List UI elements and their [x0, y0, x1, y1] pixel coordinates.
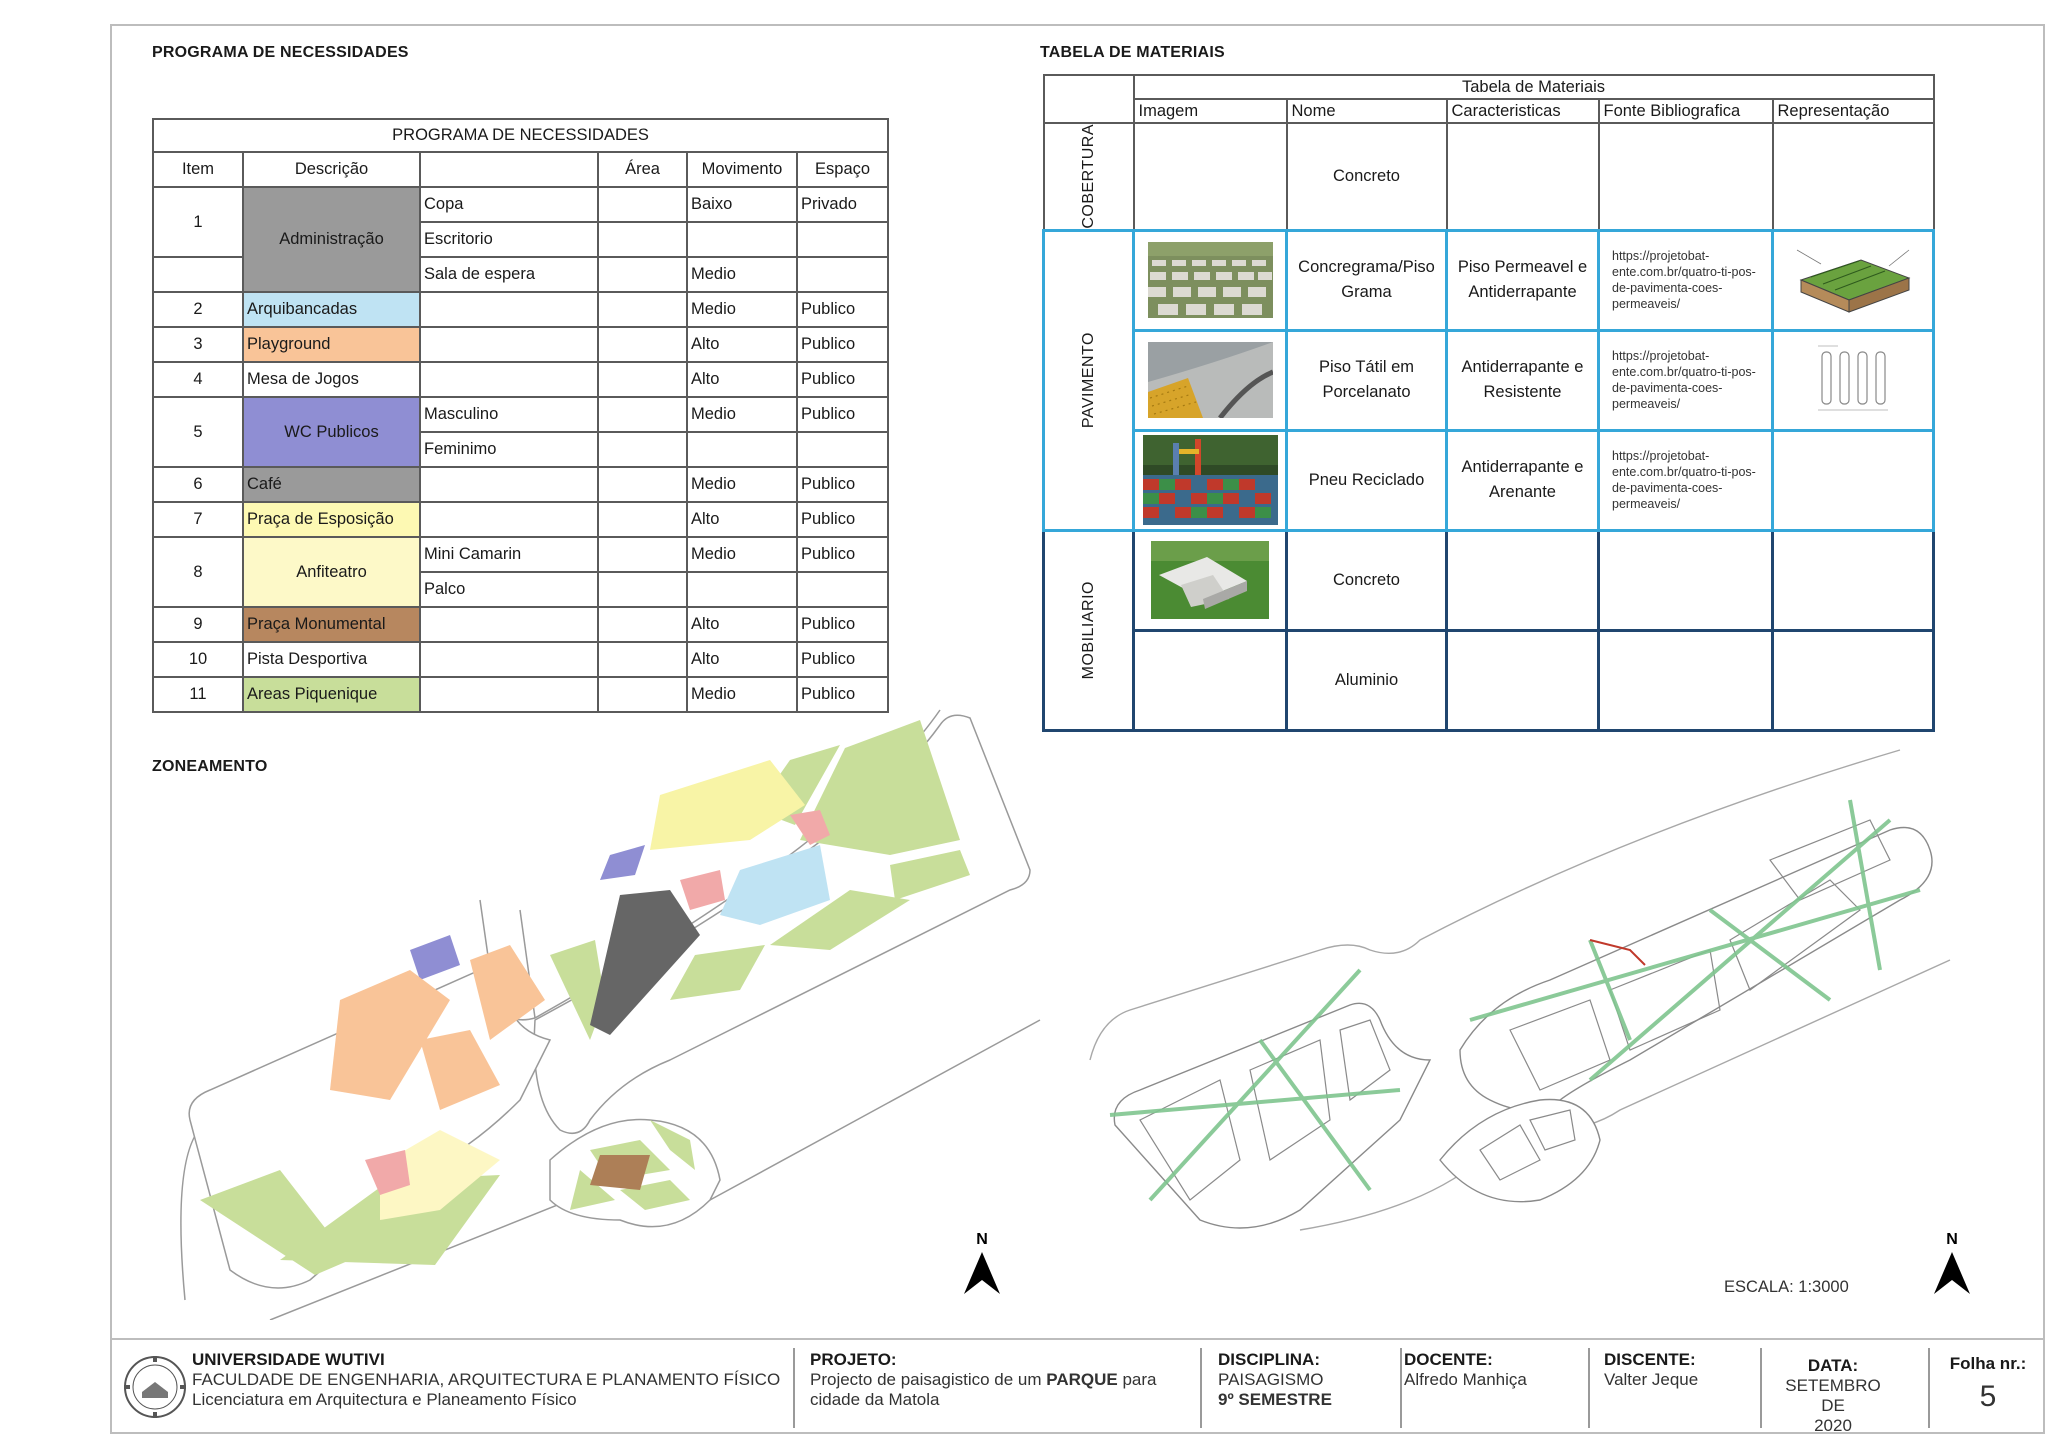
title-block [110, 1338, 2045, 1434]
sub-cell: Copa [420, 187, 598, 222]
image-cell [1134, 330, 1287, 430]
col-item: Item [153, 152, 243, 187]
col-espaco: Espaço [797, 152, 888, 187]
nome-cell: Piso Tátil em Porcelanato [1287, 330, 1447, 430]
carac-cell [1447, 123, 1599, 230]
col-caracteristicas: Caracteristicas [1447, 99, 1599, 123]
desc-cell: Administração [243, 187, 420, 292]
carac-cell: Antiderrapante e Arenante [1447, 430, 1599, 530]
area-cell [598, 502, 687, 537]
repr-cell [1773, 123, 1934, 230]
desc-cell: Café [243, 467, 420, 502]
materiais-caption-row [1044, 75, 1934, 99]
sub-cell [420, 607, 598, 642]
item-cell: 1 [153, 187, 243, 257]
north-label: N [1946, 1231, 1958, 1248]
mov-cell: Alto [687, 642, 797, 677]
project-text-line2: cidade da Matola [810, 1390, 940, 1409]
esp-cell: Publico [797, 502, 888, 537]
mov-cell: Medio [687, 677, 797, 712]
desc-cell: Praça de Esposição [243, 502, 420, 537]
esp-cell: Publico [797, 537, 888, 572]
mov-cell [687, 572, 797, 607]
north-label: N [976, 1231, 988, 1248]
col-nome: Nome [1287, 99, 1447, 123]
sub-cell: Masculino [420, 397, 598, 432]
sub-cell: Mini Camarin [420, 537, 598, 572]
programa-caption: PROGRAMA DE NECESSIDADES [153, 119, 888, 152]
area-cell [598, 537, 687, 572]
area-cell [598, 397, 687, 432]
mov-cell: Alto [687, 362, 797, 397]
data-section [1772, 1350, 1894, 1435]
table-row [153, 397, 888, 432]
col-movimento: Movimento [687, 152, 797, 187]
esp-cell [797, 572, 888, 607]
item-cell: 3 [153, 327, 243, 362]
north-arrow-icon [1930, 1230, 1974, 1298]
sub-cell [420, 362, 598, 397]
image-cell [1134, 630, 1287, 730]
item-cell [153, 257, 243, 292]
table-row [153, 187, 888, 222]
zoneamento-map [150, 700, 1050, 1320]
mov-cell: Medio [687, 537, 797, 572]
semester-value: 9º SEMESTRE [1218, 1390, 1332, 1409]
table-row [1044, 530, 1934, 630]
project-section [810, 1350, 1156, 1426]
data-label: DATA: [1807, 1356, 1859, 1375]
tabela-heading: TABELA DE MATERIAIS [1040, 44, 1225, 61]
table-row [153, 327, 888, 362]
zone-pink-2 [680, 870, 725, 910]
repr-cell [1773, 630, 1934, 730]
concregrama-photo [1148, 242, 1273, 318]
repr-cell [1773, 530, 1934, 630]
fonte-cell: https://projetobat-ente.com.br/quatro-ti-pos-de-pavimenta-coes-permeaveis/ [1599, 430, 1773, 530]
materiais-caption: Tabela de Materiais [1134, 75, 1934, 99]
fonte-cell: https://projetobat-ente.com.br/quatro-ti-pos-de-pavimenta-coes-permeaveis/ [1599, 330, 1773, 430]
docente-label: DOCENTE: [1404, 1350, 1493, 1369]
fonte-cell [1599, 123, 1773, 230]
north-arrow-icon [960, 1230, 1004, 1298]
scale-label: ESCALA: 1:3000 [1724, 1278, 1849, 1296]
discente-value: Valter Jeque [1604, 1370, 1699, 1389]
discente-label: DISCENTE: [1604, 1350, 1696, 1369]
discipline-label: DISCIPLINA: [1218, 1350, 1320, 1369]
piso-tatil-photo [1148, 342, 1273, 418]
nome-cell: Concreto [1287, 123, 1447, 230]
project-text-pre: Projecto de paisagistico de um [810, 1370, 1047, 1389]
desc-cell: Pista Desportiva [243, 642, 420, 677]
table-row [153, 502, 888, 537]
group-label-pavimento: PAVIMENTO [1079, 332, 1097, 429]
data-value-2: 2020 [1814, 1416, 1852, 1435]
image-cell [1134, 530, 1287, 630]
mov-cell: Baixo [687, 187, 797, 222]
materiais-table [1042, 74, 1935, 732]
group-label-mobiliario: MOBILIARIO [1079, 580, 1097, 680]
esp-cell: Publico [797, 677, 888, 712]
col-representacao: Representação [1773, 99, 1934, 123]
image-cell [1134, 230, 1287, 330]
col-descricao: Descrição [243, 152, 420, 187]
esp-cell: Publico [797, 362, 888, 397]
project-text-post: para [1117, 1370, 1157, 1389]
programa-header-row [153, 152, 888, 187]
nome-cell: Pneu Reciclado [1287, 430, 1447, 530]
esp-cell: Publico [797, 292, 888, 327]
zone-brown [590, 1155, 650, 1190]
pneu-reciclado-photo [1143, 435, 1278, 525]
docente-value: Alfredo Manhiça [1404, 1370, 1527, 1389]
esp-cell: Publico [797, 607, 888, 642]
mov-cell: Alto [687, 502, 797, 537]
table-row [153, 467, 888, 502]
university-seal-icon [122, 1354, 188, 1420]
desc-cell: Arquibancadas [243, 292, 420, 327]
discente-section [1604, 1350, 1698, 1426]
nome-cell: Aluminio [1287, 630, 1447, 730]
west-block-outline [1114, 1003, 1430, 1228]
desc-cell: Areas Piquenique [243, 677, 420, 712]
separator [1588, 1348, 1590, 1428]
desc-cell: Mesa de Jogos [243, 362, 420, 397]
fonte-cell: https://projetobat-ente.com.br/quatro-ti-pos-de-pavimenta-coes-permeaveis/ [1599, 230, 1773, 330]
tactile-paving-drawing [1808, 340, 1898, 420]
fonte-cell [1599, 530, 1773, 630]
item-cell: 9 [153, 607, 243, 642]
separator [1928, 1348, 1930, 1428]
esp-cell: Publico [797, 642, 888, 677]
image-cell [1134, 123, 1287, 230]
area-cell [598, 187, 687, 222]
col-fonte: Fonte Bibliografica [1599, 99, 1773, 123]
repr-cell [1773, 430, 1934, 530]
south-block-outline [1440, 1100, 1600, 1202]
table-row [153, 607, 888, 642]
esp-cell: Publico [797, 397, 888, 432]
esp-cell: Publico [797, 327, 888, 362]
zone-purple-1 [600, 845, 645, 880]
area-cell [598, 467, 687, 502]
sub-cell [420, 502, 598, 537]
mov-cell [687, 432, 797, 467]
concrete-bench-photo [1151, 541, 1269, 619]
repr-cell [1773, 230, 1934, 330]
carac-cell: Piso Permeavel e Antiderrapante [1447, 230, 1599, 330]
table-row [1044, 330, 1934, 430]
university-name: UNIVERSIDADE WUTIVI [192, 1350, 385, 1369]
area-cell [598, 642, 687, 677]
table-row [1044, 630, 1934, 730]
university-section [192, 1350, 780, 1426]
programa-table [152, 118, 889, 713]
project-label: PROJETO: [810, 1350, 897, 1369]
esp-cell [797, 222, 888, 257]
separator [793, 1348, 795, 1428]
desc-cell: Playground [243, 327, 420, 362]
carac-cell [1447, 630, 1599, 730]
esp-cell [797, 432, 888, 467]
sub-cell: Sala de espera [420, 257, 598, 292]
item-cell: 6 [153, 467, 243, 502]
table-row [153, 362, 888, 397]
permeable-section-drawing [1791, 240, 1916, 320]
mov-cell: Medio [687, 257, 797, 292]
table-row [1044, 123, 1934, 230]
carac-cell [1447, 530, 1599, 630]
zone-purple-2 [410, 935, 460, 980]
faculty-name: FACULDADE DE ENGENHARIA, ARQUITECTURA E PLANAMENTO FÍSICO [192, 1370, 781, 1389]
area-cell [598, 222, 687, 257]
separator [1400, 1348, 1402, 1428]
group-label-cobertura: COBERTURA [1079, 124, 1097, 229]
area-cell [598, 432, 687, 467]
project-text-bold: PARQUE [1046, 1370, 1118, 1389]
item-cell: 7 [153, 502, 243, 537]
mov-cell: Alto [687, 607, 797, 642]
item-cell: 4 [153, 362, 243, 397]
mov-cell: Alto [687, 327, 797, 362]
col-imagem: Imagem [1134, 99, 1287, 123]
area-cell [598, 327, 687, 362]
esp-cell: Privado [797, 187, 888, 222]
area-cell [598, 292, 687, 327]
programa-heading: PROGRAMA DE NECESSIDADES [152, 44, 409, 61]
table-row [153, 642, 888, 677]
image-cell [1134, 430, 1287, 530]
mov-cell: Medio [687, 292, 797, 327]
col-sub [420, 152, 598, 187]
fonte-cell [1599, 630, 1773, 730]
folha-label: Folha nr.: [1949, 1354, 2027, 1373]
caminhos-map [1070, 740, 1970, 1280]
separator [1200, 1348, 1202, 1428]
item-cell: 10 [153, 642, 243, 677]
zoneamento-heading: ZONEAMENTO [152, 758, 268, 775]
sub-cell [420, 642, 598, 677]
carac-cell: Antiderrapante e Resistente [1447, 330, 1599, 430]
data-value-1: SETEMBRO DE [1785, 1376, 1881, 1415]
materiais-header-row [1044, 99, 1934, 123]
discipline-section [1218, 1350, 1332, 1426]
col-area: Área [598, 152, 687, 187]
folha-section [1938, 1350, 2038, 1426]
area-cell [598, 572, 687, 607]
docente-section [1404, 1350, 1527, 1426]
desc-cell: Anfiteatro [243, 537, 420, 607]
item-cell: 5 [153, 397, 243, 467]
course-name: Licenciatura em Arquitectura e Planeamento Físico [192, 1390, 577, 1409]
esp-cell: Publico [797, 467, 888, 502]
sub-cell: Feminimo [420, 432, 598, 467]
table-row [153, 292, 888, 327]
nome-cell: Concreto [1287, 530, 1447, 630]
esp-cell [797, 257, 888, 292]
table-row [1044, 230, 1934, 330]
mov-cell [687, 222, 797, 257]
item-cell: 2 [153, 292, 243, 327]
item-cell: 11 [153, 677, 243, 712]
sub-cell [420, 467, 598, 502]
sub-cell: Escritorio [420, 222, 598, 257]
area-cell [598, 607, 687, 642]
table-row [1044, 430, 1934, 530]
area-cell [598, 257, 687, 292]
nome-cell: Concregrama/Piso Grama [1287, 230, 1447, 330]
table-row [153, 537, 888, 572]
folha-value: 5 [1979, 1380, 1997, 1413]
sub-cell: Palco [420, 572, 598, 607]
repr-cell [1773, 330, 1934, 430]
desc-cell: Praça Monumental [243, 607, 420, 642]
desc-cell: WC Publicos [243, 397, 420, 467]
separator [1760, 1348, 1762, 1428]
mov-cell: Medio [687, 467, 797, 502]
item-cell: 8 [153, 537, 243, 607]
area-cell [598, 362, 687, 397]
sub-cell [420, 292, 598, 327]
discipline-value: PAISAGISMO [1218, 1370, 1324, 1389]
sub-cell [420, 327, 598, 362]
mov-cell: Medio [687, 397, 797, 432]
